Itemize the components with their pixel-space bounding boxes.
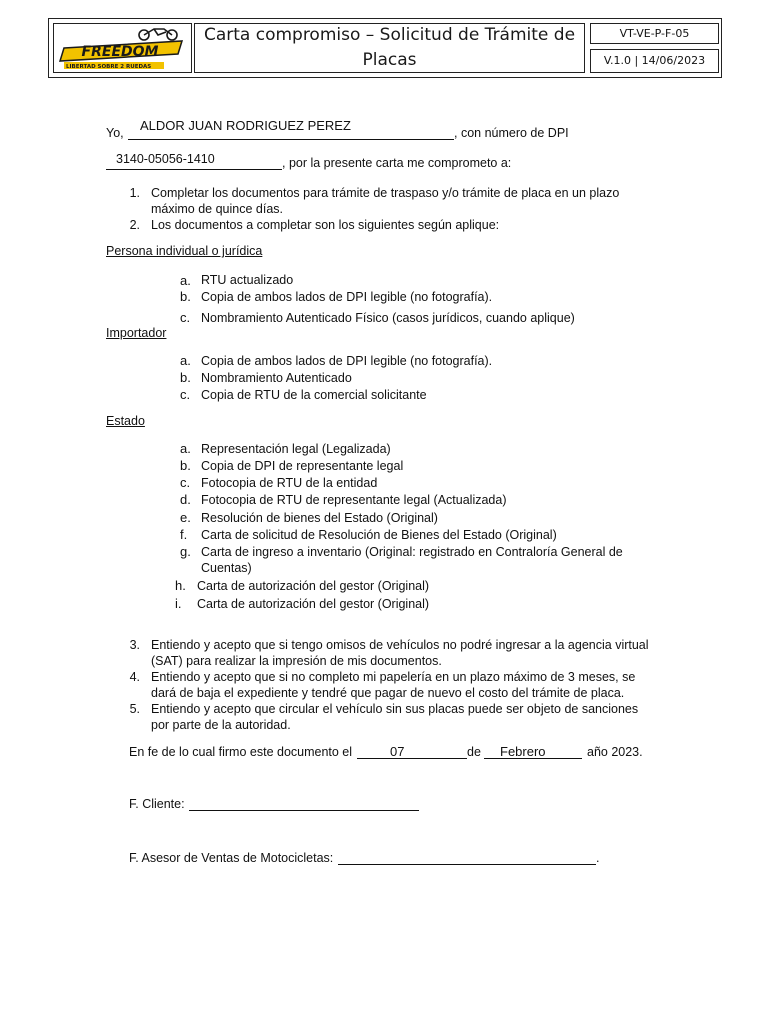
list-letter: f.: [180, 527, 188, 542]
advisor-signature-end: .: [596, 851, 600, 865]
item-number: 5.: [129, 702, 140, 716]
list-letter: c.: [180, 475, 191, 490]
dpi-label: , con número de DPI: [454, 126, 569, 140]
title-line-2: Placas: [362, 50, 417, 70]
list-letter: g.: [180, 544, 191, 559]
client-signature-line[interactable]: [189, 810, 419, 811]
section-title-estado: Estado: [106, 414, 145, 428]
signing-month[interactable]: Febrero: [500, 744, 546, 759]
item-number: 4.: [129, 670, 140, 684]
year-label: año 2023.: [587, 745, 643, 759]
dpi-underline: [106, 169, 282, 170]
item-text: por parte de la autoridad.: [151, 718, 291, 732]
list-item-continuation: Cuentas): [201, 561, 252, 575]
list-letter: a.: [180, 273, 191, 288]
advisor-signature-label: F. Asesor de Ventas de Motocicletas:: [129, 851, 334, 865]
list-item: Copia de RTU de la comercial solicitante: [201, 388, 427, 402]
list-letter: i.: [175, 596, 182, 611]
list-letter: h.: [175, 578, 186, 593]
list-item: Fotocopia de RTU de representante legal (Actualizada): [201, 493, 507, 507]
list-item: Nombramiento Autenticado: [201, 371, 352, 385]
client-name[interactable]: ALDOR JUAN RODRIGUEZ PEREZ: [140, 118, 351, 133]
list-letter: c.: [180, 387, 191, 402]
list-item: Carta de autorización del gestor (Original): [197, 579, 430, 593]
item-number: 3.: [129, 638, 140, 652]
list-letter: d.: [180, 492, 191, 507]
list-letter: a.: [180, 441, 191, 456]
document-version: V.1.0 | 14/06/2023: [590, 49, 719, 73]
item-text: dará de baja el expediente y tendré que pagar de nuevo el costo del trámite de placa.: [151, 686, 625, 700]
document-header: [48, 18, 722, 78]
item-number: 1.: [129, 186, 140, 200]
document-code: VT-VE-P-F-05: [590, 23, 719, 44]
list-item: Fotocopia de RTU de la entidad: [201, 476, 378, 490]
logo-wordmark: FREEDOM: [81, 44, 159, 60]
list-letter: c.: [180, 310, 191, 325]
list-letter: e.: [180, 510, 191, 525]
client-dpi[interactable]: 3140-05056-1410: [116, 152, 215, 166]
signing-day[interactable]: 07: [390, 744, 405, 759]
name-underline: [128, 139, 454, 140]
yo-label: Yo,: [106, 126, 124, 140]
freedom-logo: [54, 24, 191, 72]
closing-text: En fe de lo cual firmo este documento el: [129, 745, 353, 759]
item-text: Entiendo y acepto que si tengo omisos de vehículos no podré ingresar a la agencia virtual: [151, 638, 649, 652]
de-label: de: [467, 745, 481, 759]
day-underline: [357, 758, 467, 759]
title-line-1: Carta compromiso – Solicitud de Trámite de: [203, 25, 576, 45]
list-letter: b.: [180, 370, 191, 385]
list-letter: b.: [180, 289, 191, 304]
list-item: Copia de DPI de representante legal: [201, 459, 404, 473]
logo-tagline: LIBERTAD SOBRE 2 RUEDAS: [66, 64, 152, 70]
list-item: Nombramiento Autenticado Físico (casos jurídicos, cuando aplique): [201, 311, 575, 325]
list-item: RTU actualizado: [201, 273, 294, 287]
client-signature-label: F. Cliente:: [129, 797, 185, 811]
item-text: Los documentos a completar son los siguientes según aplique:: [151, 218, 500, 232]
advisor-signature-line[interactable]: [338, 864, 596, 865]
document-title: [194, 23, 585, 73]
logo-cell: [53, 23, 192, 73]
item-number: 2.: [129, 218, 140, 232]
list-item: Resolución de bienes del Estado (Original): [201, 511, 438, 525]
item-text: (SAT) para realizar la impresión de mis documentos.: [151, 654, 442, 668]
item-text: Completar los documentos para trámite de traspaso y/o trámite de placa en un plazo: [151, 186, 620, 200]
section-title-importador: Importador: [106, 326, 167, 340]
item-text: máximo de quince días.: [151, 202, 284, 216]
item-text: Entiendo y acepto que circular el vehículo sin sus placas puede ser objeto de sanciones: [151, 702, 639, 716]
list-item: Representación legal (Legalizada): [201, 442, 391, 456]
list-item: Carta de ingreso a inventario (Original: registrado en Contraloría General de: [201, 545, 623, 559]
commitment-intro: , por la presente carta me comprometo a:: [282, 156, 512, 170]
list-item: Copia de ambos lados de DPI legible (no fotografía).: [201, 290, 493, 304]
item-text: Entiendo y acepto que si no completo mi papelería en un plazo máximo de 3 meses, se: [151, 670, 636, 684]
list-item: Copia de ambos lados de DPI legible (no fotografía).: [201, 354, 493, 368]
list-letter: a.: [180, 353, 191, 368]
list-letter: b.: [180, 458, 191, 473]
list-item: Carta de autorización del gestor (Original): [197, 597, 430, 611]
list-item: Carta de solicitud de Resolución de Bienes del Estado (Original): [201, 528, 557, 542]
section-title-persona: Persona individual o jurídica: [106, 244, 263, 258]
